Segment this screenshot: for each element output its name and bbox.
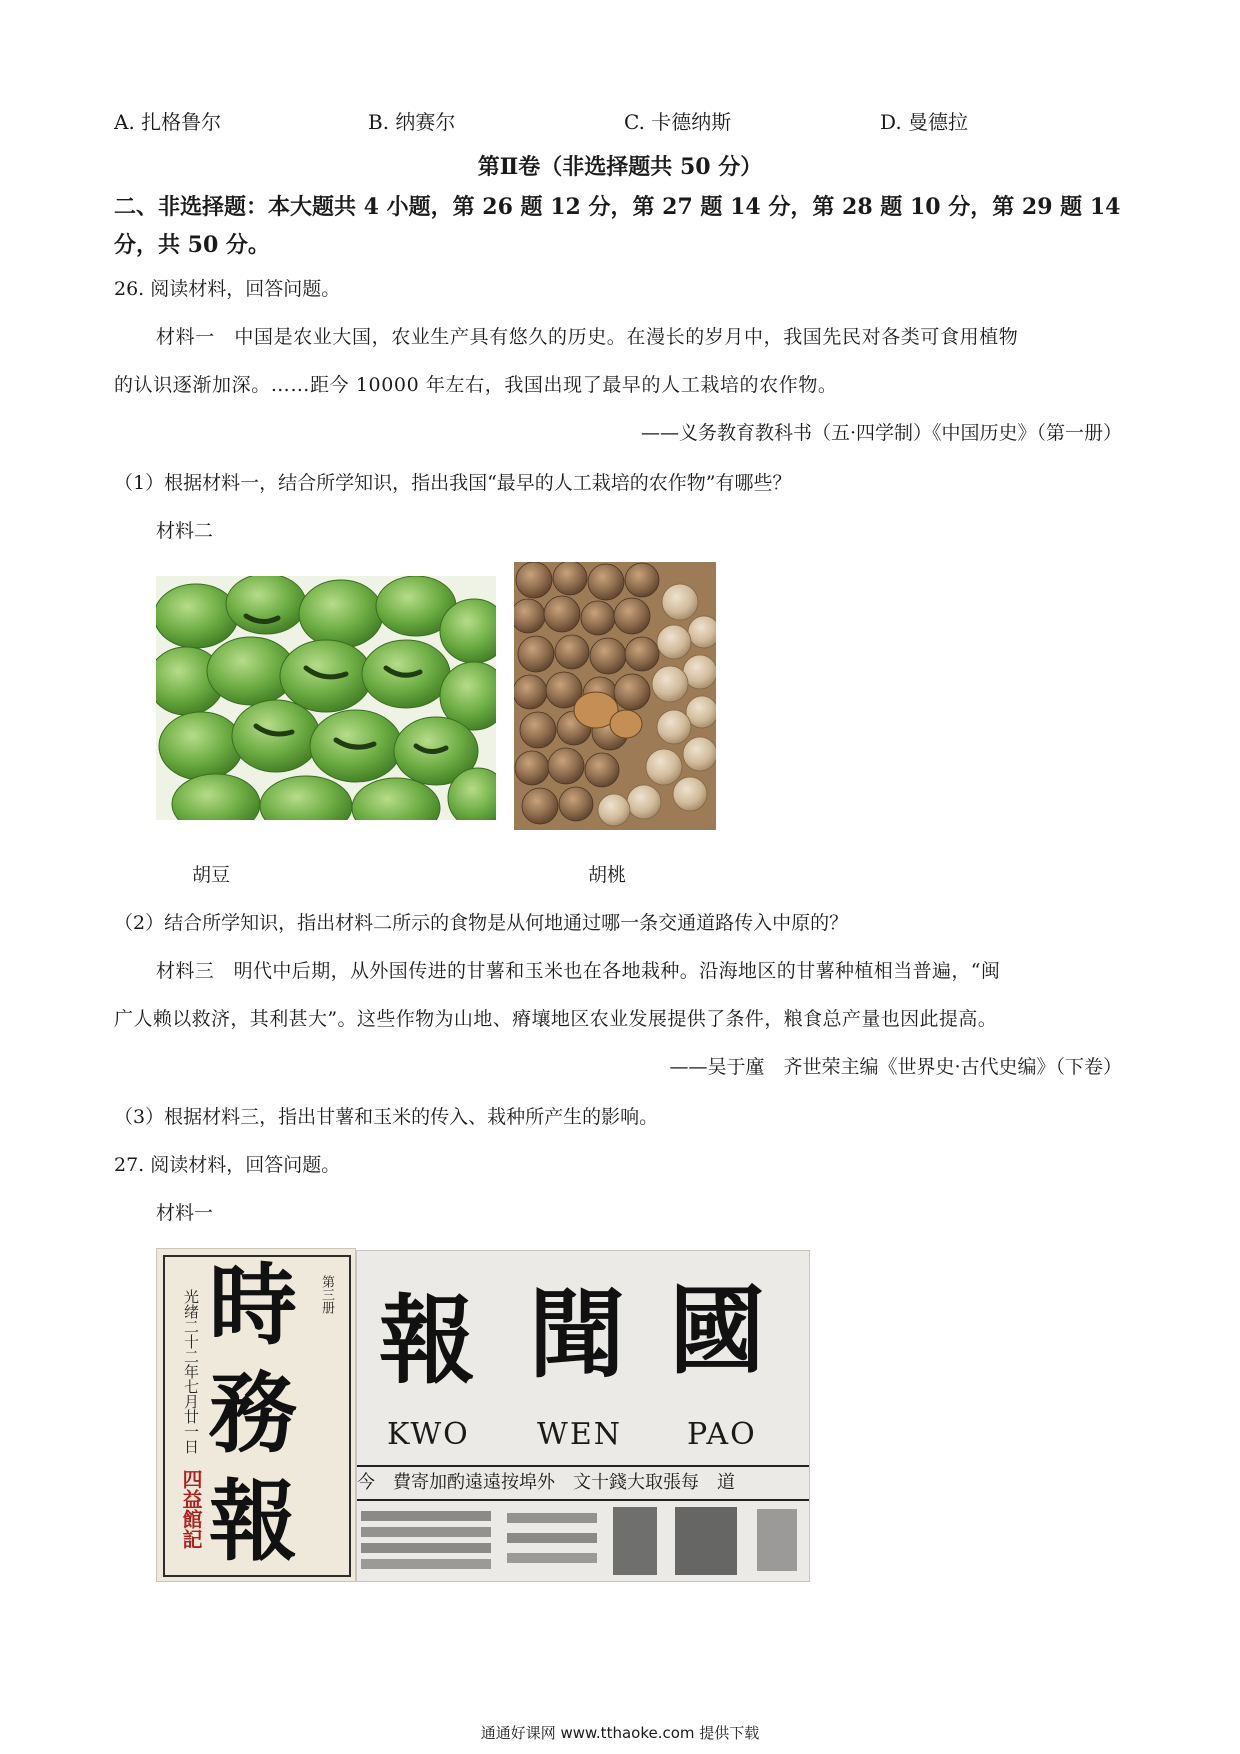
shiwubao-title-char-3: 報: [209, 1469, 298, 1573]
broad-beans-photo: [156, 576, 496, 820]
section-title: 第Ⅱ卷（非选择题共 50 分）: [477, 154, 763, 180]
q26-material1-source: ——义务教育教科书（五·四学制）《中国历史》（第一册）: [640, 422, 1122, 444]
q26-material1-line2: 的认识逐渐加深。……距今 10000 年左右，我国出现了最早的人工栽培的农作物。: [114, 374, 838, 396]
section-desc-line2: 分，共 50 分。: [114, 232, 270, 258]
guowenbao-title-char-3: 報: [379, 1284, 475, 1397]
shiwubao-stamp: 四益館記: [179, 1469, 203, 1549]
walnuts-illustration: [514, 562, 716, 830]
walnuts-photo: [514, 562, 716, 830]
shiwubao-title-char-1: 時: [209, 1253, 298, 1357]
caption-walnuts: 胡桃: [588, 864, 627, 886]
guowenbao-price-strip: 今 費寄加酌遠遠按埠外 文十錢大取張每 道: [357, 1465, 809, 1501]
guowenbao-roman-2: WEN: [537, 1417, 622, 1452]
shiwubao-volume: 第三册: [319, 1275, 334, 1314]
q26-question1: （1）根据材料一，结合所学知识，指出我国“最早的人工栽培的农作物”有哪些？: [114, 472, 792, 494]
q26-question2: （2）结合所学知识，指出材料二所示的食物是从何地通过哪一条交通道路传入中原的？: [114, 912, 849, 934]
q26-material3-line2: 广人赖以救济，其利甚大”。这些作物为山地、瘠壤地区农业发展提供了条件，粮食总产量也因此提高。: [114, 1008, 998, 1030]
guowenbao-roman-1: KWO: [387, 1417, 470, 1452]
q27-heading: 27. 阅读材料，回答问题。: [114, 1154, 341, 1176]
q26-material3-source: ——吴于廑 齐世荣主编《世界史·古代史编》（下卷）: [669, 1056, 1122, 1078]
section-desc-line1: 二、非选择题：本大题共 4 小题，第 26 题 12 分，第 27 题 14 分，第 28 题 10 分，第 29 题 14: [114, 194, 1121, 220]
shiwubao-title-char-2: 務: [209, 1361, 298, 1465]
shiwubao-date: 光绪二十二年七月廿一日: [182, 1289, 200, 1454]
guowenbao-masthead: [356, 1250, 810, 1582]
guowenbao-roman-3: PAO: [687, 1417, 757, 1452]
q26-material1-line1: 材料一 中国是农业大国，农业生产具有悠久的历史。在漫长的岁月中，我国先民对各类可食用植物: [156, 326, 1019, 348]
option-d: D. 曼德拉: [880, 110, 969, 134]
shiwubao-cover: [156, 1248, 356, 1582]
q27-material1-label: 材料一: [156, 1202, 214, 1224]
option-c: C. 卡德纳斯: [624, 110, 732, 134]
q26-material2-label: 材料二: [156, 520, 214, 542]
guowenbao-title-char-1: 國: [669, 1274, 765, 1387]
broad-beans-illustration: [156, 576, 496, 820]
q26-question3: （3）根据材料三，指出甘薯和玉米的传入、栽种所产生的影响。: [114, 1106, 659, 1128]
guowenbao-title-char-2: 聞: [529, 1278, 625, 1391]
option-b: B. 纳赛尔: [368, 110, 456, 134]
footer-watermark: 通通好课网 www.tthaoke.com 提供下载: [480, 1724, 760, 1742]
q26-heading: 26. 阅读材料，回答问题。: [114, 278, 341, 300]
option-a: A. 扎格鲁尔: [114, 110, 222, 134]
caption-broad-beans: 胡豆: [192, 864, 231, 886]
guowenbao-dense-print: [357, 1503, 809, 1581]
q26-material3-line1: 材料三 明代中后期，从外国传进的甘薯和玉米也在各地栽种。沿海地区的甘薯种植相当普遍，“闽: [156, 960, 1001, 982]
